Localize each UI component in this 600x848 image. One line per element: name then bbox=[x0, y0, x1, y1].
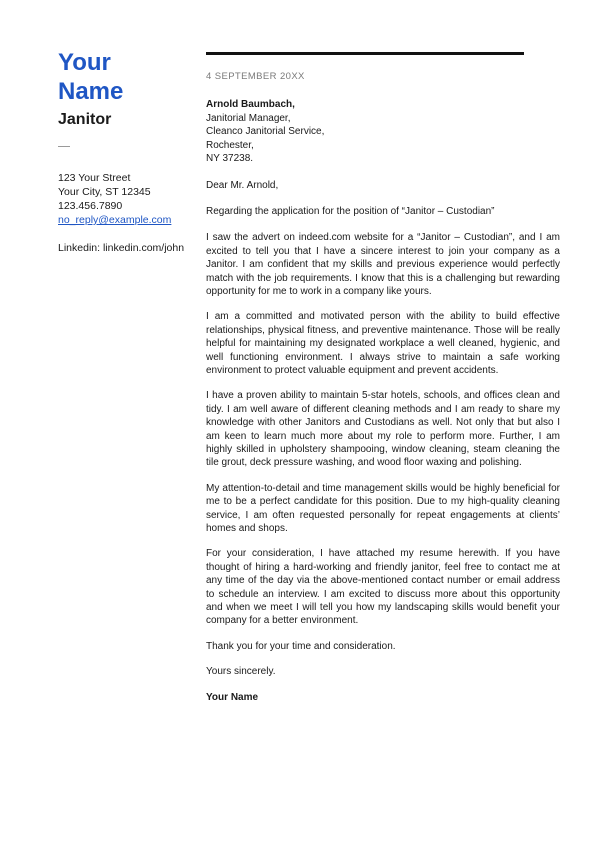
recipient-block bbox=[206, 98, 560, 166]
letter-column bbox=[206, 52, 560, 704]
body-paragraph-5: For your consideration, I have attached my resume herewith. If you have thought of hiring a hard-working and friendly janitor, feel free to contact me at any time of the day via the above-mentioned contact number or email address to schedule an interview. I am excited to discuss more about this opportunity and when we meet I will tell you how my landscaping skills would benefit your company for a better environment. bbox=[206, 548, 560, 627]
contact-block bbox=[58, 171, 198, 227]
street-address: 123 Your Street bbox=[58, 172, 131, 184]
body-paragraph-2: I am a committed and motivated person with the ability to build effective relationships, physical fitness, and preventive maintenance. Those will be really helpful for maintaining my designated workplace a well cleaned, hygienic, and well functioning environment. I always strive to maintain a safe working environment to protect valuable equipment and prevent accidents. bbox=[206, 311, 560, 376]
recipient-state-zip: NY 37238. bbox=[206, 153, 254, 164]
recipient-name: Arnold Baumbach, bbox=[206, 99, 295, 110]
recipient-role: Janitorial Manager, bbox=[206, 112, 291, 124]
body-paragraph-1: I saw the advert on indeed.com website for a “Janitor – Custodian”, and I am excited to tell you that I have a sincere interest to join your company as a Janitor. I am confident that my skills and previous experience would perfectly match with the job requirements. I know that this is a challenging but rewarding opportunity for me to work in a company like yours. bbox=[206, 232, 560, 297]
title-divider bbox=[58, 146, 70, 147]
signature-name: Your Name bbox=[206, 691, 259, 703]
closing-line: Thank you for your time and consideration. bbox=[206, 640, 396, 652]
linkedin-text: Linkedin: linkedin.com/john bbox=[58, 242, 185, 254]
recipient-city: Rochester, bbox=[206, 139, 254, 151]
regarding-line: Regarding the application for the position of “Janitor – Custodian” bbox=[206, 205, 495, 217]
sender-name-first: Your bbox=[58, 49, 111, 76]
phone-number: 123.456.7890 bbox=[58, 200, 123, 212]
city-state-zip: Your City, ST 12345 bbox=[58, 186, 151, 198]
letter-date: 4 SEPTEMBER 20XX bbox=[206, 71, 305, 82]
salutation: Dear Mr. Arnold, bbox=[206, 179, 279, 191]
header-rule bbox=[206, 52, 524, 55]
sender-column bbox=[58, 48, 198, 255]
signoff: Yours sincerely. bbox=[206, 666, 276, 678]
recipient-company: Cleanco Janitorial Service, bbox=[206, 126, 325, 137]
sender-job-title: Janitor bbox=[58, 111, 112, 128]
body-paragraph-4: My attention-to-detail and time management skills would be highly beneficial for me to be a perfect candidate for this position. Due to my high-quality cleaning service, I am often requested personally for repeat engagements at clients’ homes and shops. bbox=[206, 482, 560, 535]
sender-name-last: Name bbox=[58, 78, 124, 105]
email-link[interactable]: no_reply@example.com bbox=[58, 214, 172, 226]
body-paragraph-3: I have a proven ability to maintain 5-star hotels, schools, and offices clean and tidy. I am well aware of different cleaning methods and I am ready to share my knowledge with other Janitors and Custodians as well. Not only that but also I am keen to learn much more about my role to perform more. Further, I am highly skilled in upholstery shampooing, window cleaning, steam cleaning the tile grout, deck pressure washing, and wood floor waxing and polishing. bbox=[206, 390, 560, 469]
